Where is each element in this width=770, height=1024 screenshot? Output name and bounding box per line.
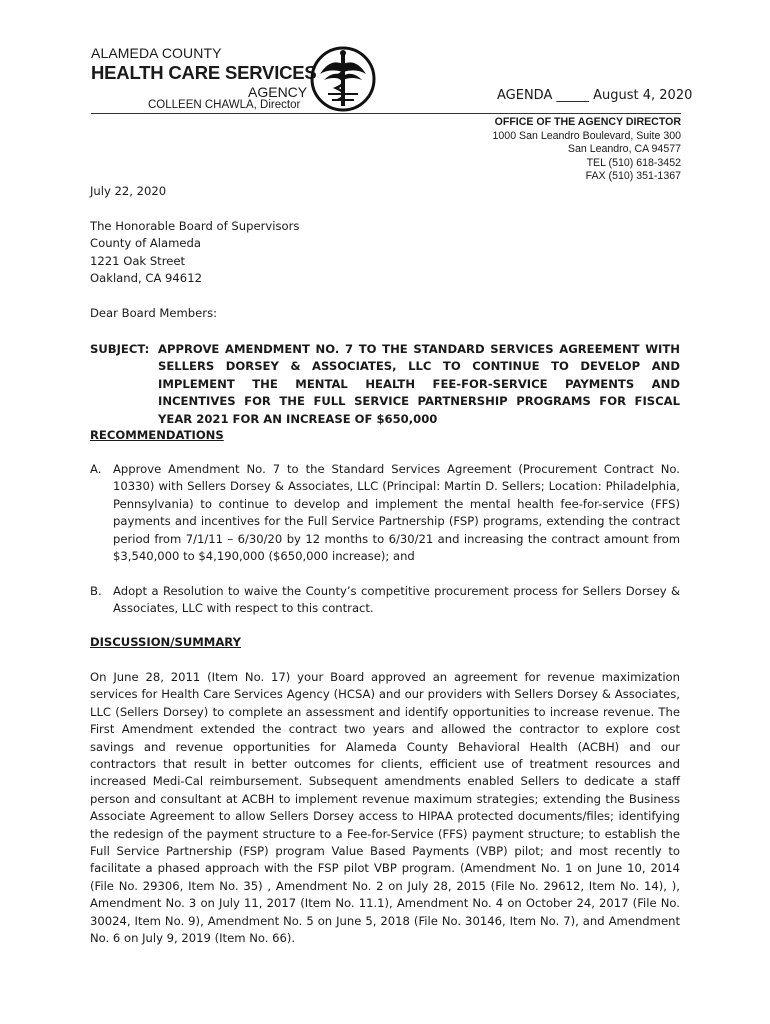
office-street: 1000 San Leandro Boulevard, Suite 300 [492, 129, 681, 142]
agency-label: AGENCY [248, 84, 308, 100]
recommendations-heading: RECOMMENDATIONS [90, 428, 224, 442]
recipient-line-4: Oakland, CA 94612 [90, 271, 202, 286]
subject-label: SUBJECT: [90, 342, 150, 356]
department-name: HEALTH CARE SERVICES [91, 62, 317, 83]
office-tel: TEL (510) 618-3452 [586, 156, 681, 169]
office-title: OFFICE OF THE AGENCY DIRECTOR [494, 116, 681, 128]
recipient-address [90, 218, 299, 288]
office-address-block [493, 116, 681, 184]
discussion-paragraph: On June 28, 2011 (Item No. 17) your Board approved an agreement for revenue maximization services for Health Care Services Agency (HCSA) and our providers with Sellers Dorsey & Associates, LLC (Sellers Dorsey) to complete an assessment and identify opportunities to increase revenue. The First Amendment extended the contract two years and allowed the contractor to explore cost savings and revenue opportunities for Alameda County Behavioral Health (ACBH) and our contractors that result in better outcomes for clients, efficient use of treatment resources and increased Medi-Cal reimbursement. Subsequent amendments enabled Sellers to dedicate a staff person and consultant at ACBH to implement revenue maximum strategies; extending the Business Associate Agreement to allow Sellers Dorsey access to HIPAA protected documents/files; identifying the redesign of the payment structure to a Fee-for-Service (FFS) payment structure; to establish the Full Service Partnership (FSP) program Value Based Payments (VBP) pilot; and most recently to facilitate a phased approach with the FSP pilot VBP program. (Amendment No. 1 on June 10, 2014 (File No. 29306, Item No. 35) , Amendment No. 2 on July 28, 2015 (File No. 29612, Item No. 14), ), Amendment No. 3 on July 11, 2017 (Item No. 11.1), Amendment No. 4 on October 24, 2017 (File No. 30024, Item No. 9), Amendment No. 5 on June 5, 2018 (File No. 30146, Item No. 7), and Amendment No. 6 on July 9, 2019 (Item No. 66). [90, 670, 680, 946]
discussion-heading: DISCUSSION/SUMMARY [90, 635, 241, 649]
director-name: COLLEEN CHAWLA, Director [148, 99, 301, 111]
subject-text: APPROVE AMENDMENT NO. 7 TO THE STANDARD SERVICES AGREEMENT WITH SELLERS DORSEY & ASSOCIATES, LLC TO CONTINUE TO DEVELOP AND IMPLEMENT THE MENTAL HEALTH FEE-FOR-SERVICE PAYMENTS AND INCENTIVES FOR THE FULL SERVICE PARTNERSHIP PROGRAMS FOR FISCAL YEAR 2021 FOR AN INCREASE OF $650,000 [158, 342, 680, 426]
agenda-line: AGENDA _____ August 4, 2020 [497, 88, 693, 103]
recipient-line-3: 1221 Oak Street [90, 253, 186, 268]
salutation: Dear Board Members: [90, 306, 218, 320]
recipient-line-1: The Honorable Board of Supervisors [90, 219, 300, 233]
county-name: ALAMEDA COUNTY [91, 45, 222, 61]
recommendation-a-text: Approve Amendment No. 7 to the Standard Services Agreement (Procurement Contract No. 10330) with Sellers Dorsey & Associates, LLC (Principal: Martin D. Sellers; Location: Philadelphia, Pennsylvania) to continue to develop and implement the mental health fee-for-service (FFS) payments and incentives for the Full Service Partnership (FSP) programs, extending the contract period from 7/1/11 – 6/30/20 by 12 months to 6/30/21 and increasing the contract amount from $3,540,000 to $4,190,000 ($650,000 increase); and [113, 462, 680, 564]
recommendation-b-text: Adopt a Resolution to waive the County’s competitive procurement process for Sellers Dorsey & Associates, LLC with respect to this contract. [113, 584, 680, 616]
letterhead-rule [91, 113, 681, 114]
office-fax: FAX (510) 351-1367 [585, 170, 681, 183]
agency-seal-icon [306, 44, 380, 114]
recommendation-a-letter: A. [90, 462, 102, 476]
recommendation-b-letter: B. [90, 584, 102, 598]
recipient-line-2: County of Alameda [90, 236, 201, 251]
letter-date: July 22, 2020 [90, 184, 167, 198]
office-city: San Leandro, CA 94577 [567, 143, 681, 156]
